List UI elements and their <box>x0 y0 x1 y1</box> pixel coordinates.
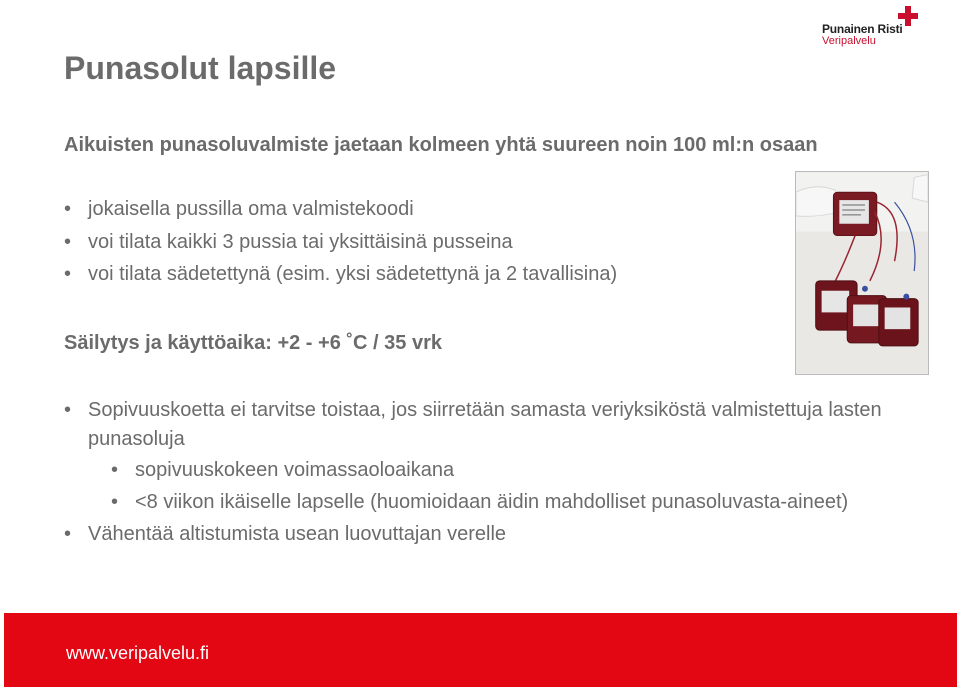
section2-bullet-list <box>64 396 904 549</box>
footer-url: www.veripalvelu.fi <box>66 643 210 663</box>
section1-bullet-list <box>64 193 784 291</box>
sub-list-item: • sopivuuskokeen voimassaoloaikana <box>111 454 904 487</box>
list-item: • Vähentää altistumista usean luovuttajan verelle <box>64 520 904 549</box>
list-item: • voi tilata sädetettynä (esim. yksi sädetettynä ja 2 tavallisina) <box>64 258 784 291</box>
sub-list-item: • <8 viikon ikäiselle lapselle (huomioidaan äidin mahdolliset punasoluvasta-aineet) <box>111 488 904 517</box>
list-item: • voi tilata kaikki 3 pussia tai yksittäisinä pusseina <box>64 226 784 259</box>
logo-org-name: Punainen Risti <box>822 22 903 36</box>
list-item: • jokaisella pussilla oma valmistekoodi <box>64 193 784 226</box>
list-item: • Sopivuuskoetta ei tarvitse toistaa, jos siirretään samasta veriyksiköstä valmistettuja lasten punasoluja <box>64 396 904 454</box>
section2-heading: Säilytys ja käyttöaika: +2 - +6 ˚C / 35 vrk <box>64 332 442 354</box>
section1-heading: Aikuisten punasoluvalmiste jaetaan kolmeen yhtä suureen noin 100 ml:n osaan <box>64 134 818 156</box>
page-title: Punasolut lapsille <box>64 50 337 86</box>
logo-service-name: Veripalvelu <box>822 35 876 47</box>
